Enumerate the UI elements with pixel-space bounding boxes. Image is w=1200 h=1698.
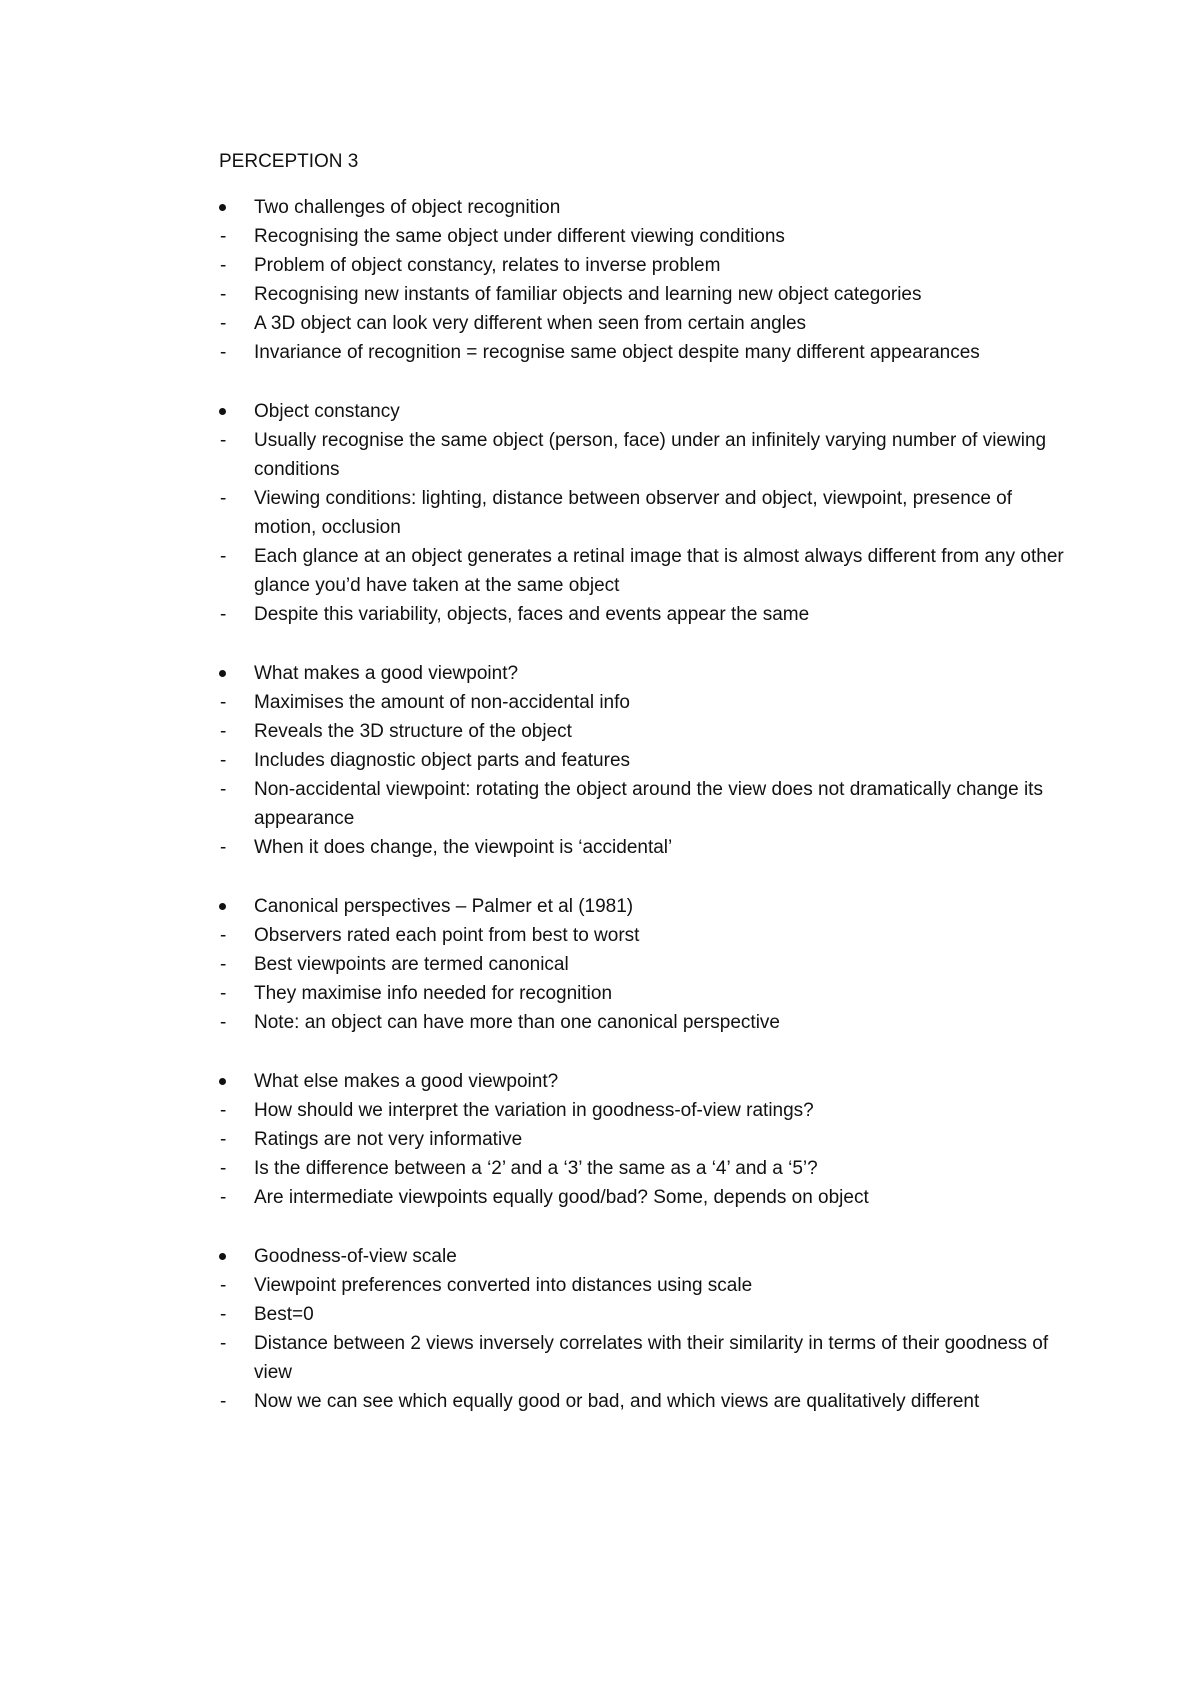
dash-item xyxy=(219,1096,1079,1125)
bullet-heading-text: Canonical perspectives – Palmer et al (1981) xyxy=(254,896,634,917)
dash-item-text: Recognising new instants of familiar objects and learning new object categories xyxy=(254,284,922,305)
note-section xyxy=(219,659,1079,862)
dash-item xyxy=(219,280,1079,309)
sections-container xyxy=(219,193,1079,1416)
dash-item-text: Is the difference between a ‘2’ and a ‘3’ the same as a ‘4’ and a ‘5’? xyxy=(254,1158,818,1179)
bullet-heading-text: Two challenges of object recognition xyxy=(254,197,561,218)
bullet-icon xyxy=(219,670,226,677)
dash-item-text: Usually recognise the same object (person, face) under an infinitely varying number of viewing conditions xyxy=(254,430,1047,480)
dash-item xyxy=(219,338,1079,367)
dash-item xyxy=(219,600,1079,629)
dash-icon: - xyxy=(220,1275,227,1296)
dash-icon: - xyxy=(220,313,227,334)
dash-icon: - xyxy=(220,430,227,451)
dash-item xyxy=(219,979,1079,1008)
dash-icon: - xyxy=(220,1158,227,1179)
bullet-icon xyxy=(219,1078,226,1085)
dash-item xyxy=(219,1183,1079,1212)
dash-item-text: Includes diagnostic object parts and features xyxy=(254,750,631,771)
bullet-heading xyxy=(219,659,1079,688)
note-section xyxy=(219,1242,1079,1416)
note-section xyxy=(219,892,1079,1037)
dash-item xyxy=(219,746,1079,775)
dash-item xyxy=(219,222,1079,251)
bullet-icon xyxy=(219,204,226,211)
dash-item-text: A 3D object can look very different when seen from certain angles xyxy=(254,313,807,334)
dash-item-text: Recognising the same object under different viewing conditions xyxy=(254,226,785,247)
dash-item-text: Problem of object constancy, relates to inverse problem xyxy=(254,255,721,276)
dash-icon: - xyxy=(220,284,227,305)
note-section xyxy=(219,397,1079,629)
dash-icon: - xyxy=(220,342,227,363)
dash-item xyxy=(219,251,1079,280)
dash-item xyxy=(219,542,1079,600)
dash-item-text: How should we interpret the variation in goodness-of-view ratings? xyxy=(254,1100,814,1121)
document-content xyxy=(219,147,1079,1446)
bullet-icon xyxy=(219,408,226,415)
dash-icon: - xyxy=(220,721,227,742)
dash-icon: - xyxy=(220,1304,227,1325)
dash-item xyxy=(219,775,1079,833)
dash-icon: - xyxy=(220,1129,227,1150)
dash-item-text: Observers rated each point from best to worst xyxy=(254,925,640,946)
dash-item xyxy=(219,1125,1079,1154)
bullet-icon xyxy=(219,1253,226,1260)
dash-icon: - xyxy=(220,1187,227,1208)
note-section xyxy=(219,193,1079,367)
dash-item xyxy=(219,1008,1079,1037)
dash-icon: - xyxy=(220,1391,227,1412)
bullet-heading xyxy=(219,397,1079,426)
dash-icon: - xyxy=(220,226,227,247)
bullet-heading xyxy=(219,193,1079,222)
bullet-heading xyxy=(219,1067,1079,1096)
dash-item-text: Best viewpoints are termed canonical xyxy=(254,954,569,975)
dash-item-text: Ratings are not very informative xyxy=(254,1129,523,1150)
dash-item-text: Distance between 2 views inversely correlates with their similarity in terms of their goodness of view xyxy=(254,1333,1049,1383)
dash-item xyxy=(219,1387,1079,1416)
dash-icon: - xyxy=(220,1333,227,1354)
bullet-icon xyxy=(219,903,226,910)
dash-icon: - xyxy=(220,692,227,713)
bullet-heading xyxy=(219,892,1079,921)
dash-icon: - xyxy=(220,954,227,975)
dash-item xyxy=(219,950,1079,979)
dash-item-text: Viewpoint preferences converted into distances using scale xyxy=(254,1275,753,1296)
bullet-heading-text: Goodness-of-view scale xyxy=(254,1246,457,1267)
dash-item xyxy=(219,1271,1079,1300)
dash-item xyxy=(219,1154,1079,1183)
dash-item xyxy=(219,717,1079,746)
dash-item-text: Are intermediate viewpoints equally good/bad? Some, depends on object xyxy=(254,1187,869,1208)
dash-icon: - xyxy=(220,1012,227,1033)
dash-item-text: Now we can see which equally good or bad, and which views are qualitatively different xyxy=(254,1391,980,1412)
dash-icon: - xyxy=(220,925,227,946)
dash-icon: - xyxy=(220,1100,227,1121)
bullet-heading-text: What makes a good viewpoint? xyxy=(254,663,519,684)
dash-item-text: They maximise info needed for recognition xyxy=(254,983,613,1004)
dash-item-text: Each glance at an object generates a retinal image that is almost always different from any other glance you’d have taken at the same object xyxy=(254,546,1064,596)
dash-icon: - xyxy=(220,779,227,800)
dash-item-text: Maximises the amount of non-accidental info xyxy=(254,692,630,713)
note-section xyxy=(219,1067,1079,1212)
dash-icon: - xyxy=(220,837,227,858)
dash-icon: - xyxy=(220,750,227,771)
bullet-heading-text: Object constancy xyxy=(254,401,400,422)
dash-item-text: Note: an object can have more than one canonical perspective xyxy=(254,1012,780,1033)
dash-item xyxy=(219,833,1079,862)
dash-item-text: Invariance of recognition = recognise same object despite many different appearances xyxy=(254,342,980,363)
dash-item-text: Best=0 xyxy=(254,1304,314,1325)
dash-item-text: Reveals the 3D structure of the object xyxy=(254,721,572,742)
dash-item xyxy=(219,921,1079,950)
dash-item xyxy=(219,688,1079,717)
dash-item-text: When it does change, the viewpoint is ‘accidental’ xyxy=(254,837,673,858)
dash-icon: - xyxy=(220,983,227,1004)
dash-item-text: Despite this variability, objects, faces and events appear the same xyxy=(254,604,810,625)
bullet-heading-text: What else makes a good viewpoint? xyxy=(254,1071,559,1092)
dash-item xyxy=(219,1329,1079,1387)
bullet-heading xyxy=(219,1242,1079,1271)
dash-icon: - xyxy=(220,255,227,276)
dash-icon: - xyxy=(220,604,227,625)
dash-item-text: Viewing conditions: lighting, distance between observer and object, viewpoint, presence of motion, occlusion xyxy=(254,488,1013,538)
dash-item xyxy=(219,484,1079,542)
dash-item xyxy=(219,426,1079,484)
dash-item-text: Non-accidental viewpoint: rotating the object around the view does not dramatically change its appearance xyxy=(254,779,1043,829)
dash-icon: - xyxy=(220,546,227,567)
dash-item xyxy=(219,309,1079,338)
dash-item xyxy=(219,1300,1079,1329)
dash-icon: - xyxy=(220,488,227,509)
document-title: PERCEPTION 3 xyxy=(219,151,359,172)
